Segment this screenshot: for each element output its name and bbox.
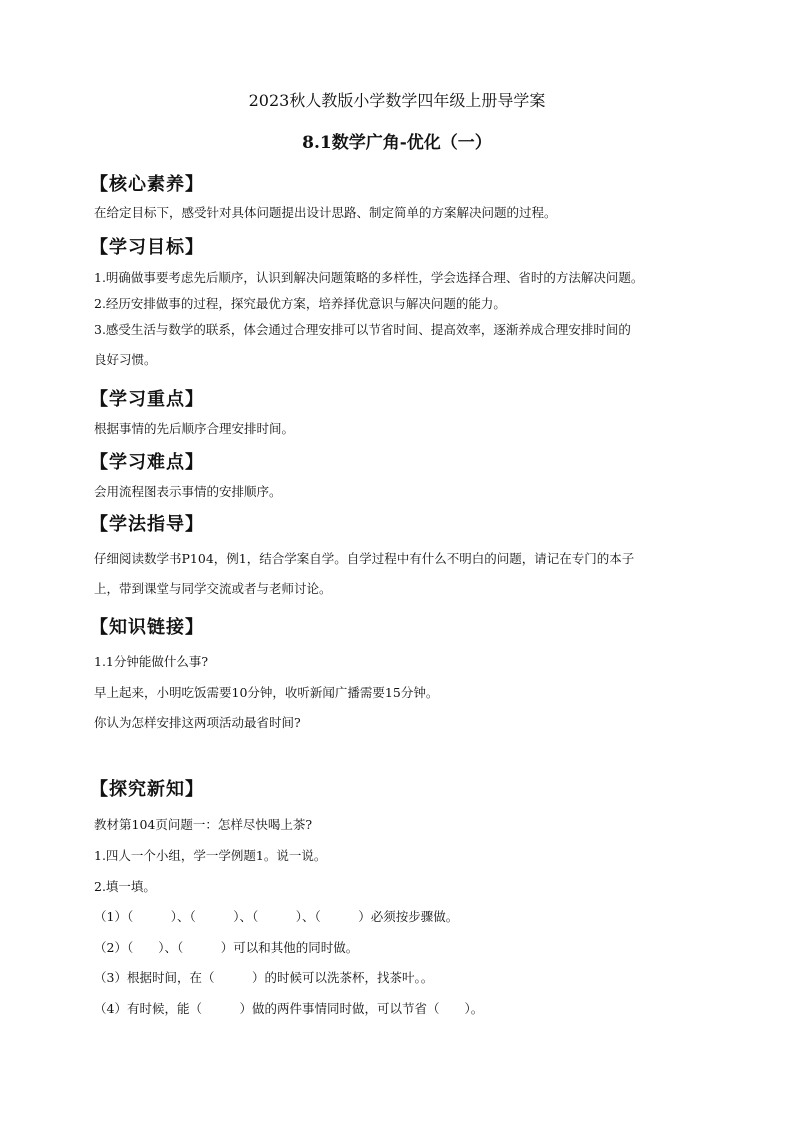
heading-explore: 【探究新知】 — [90, 779, 204, 800]
heading-difficulty: 【学习难点】 — [90, 452, 204, 473]
links-line-2: 早上起来，小明吃饭需要10分钟，收听新闻广播需要15分钟。 — [94, 685, 439, 700]
heading-core: 【核心素养】 — [90, 174, 204, 195]
heading-links: 【知识链接】 — [90, 617, 204, 638]
links-line-3: 你认为怎样安排这两项活动最省时间? — [94, 715, 301, 730]
links-line-1: 1.1分钟能做什么事? — [94, 654, 209, 669]
difficulty-line: 会用流程图表示事情的安排顺序。 — [94, 484, 282, 499]
method-line-1: 仔细阅读数学书P104，例1，结合学案自学。自学过程中有什么不明白的问题，请记在专门的本子 — [94, 551, 635, 566]
document-title: 2023秋人教版小学数学四年级上册导学案 — [248, 91, 546, 110]
heading-method: 【学法指导】 — [90, 514, 204, 535]
goal-line-1: 1.明确做事要考虑先后顺序，认识到解决问题策略的多样性，学会选择合理、省时的方法解决问题。 — [94, 270, 644, 285]
fill-blank-2: （2）（ ）、（ ）可以和其他的同时做。 — [94, 940, 359, 955]
heading-focus: 【学习重点】 — [90, 389, 204, 410]
explore-line-3: 2.填一填。 — [94, 879, 156, 894]
heading-goals: 【学习目标】 — [90, 237, 204, 258]
method-line-2: 上，带到课堂与同学交流或者与老师讨论。 — [94, 581, 332, 596]
core-line: 在给定目标下，感受针对具体问题提出设计思路、制定简单的方案解决问题的过程。 — [94, 205, 557, 220]
focus-line: 根据事情的先后顺序合理安排时间。 — [94, 421, 295, 436]
explore-line-1: 教材第104页问题一：怎样尽快喝上茶? — [94, 817, 313, 832]
explore-line-2: 1.四人一个小组，学一学例题1。说一说。 — [94, 848, 327, 863]
fill-blank-4: （4）有时候，能（ ）做的两件事情同时做，可以节省（ ）。 — [94, 1001, 484, 1016]
goal-line-2: 2.经历安排做事的过程，探究最优方案，培养择优意识与解决问题的能力。 — [94, 296, 506, 311]
goal-line-3-cont: 良好习惯。 — [94, 352, 157, 367]
goal-line-3: 3.感受生活与数学的联系，体会通过合理安排可以节省时间、提高效率，逐渐养成合理安排时间的 — [94, 322, 631, 337]
fill-blank-1: （1）（ ）、（ ）、（ ）、（ ）必须按步骤做。 — [94, 909, 459, 924]
lesson-title: 8.1数学广角-优化（一） — [302, 133, 492, 153]
fill-blank-3: （3）根据时间，在（ ）的时候可以洗茶杯，找茶叶。。 — [94, 970, 434, 985]
